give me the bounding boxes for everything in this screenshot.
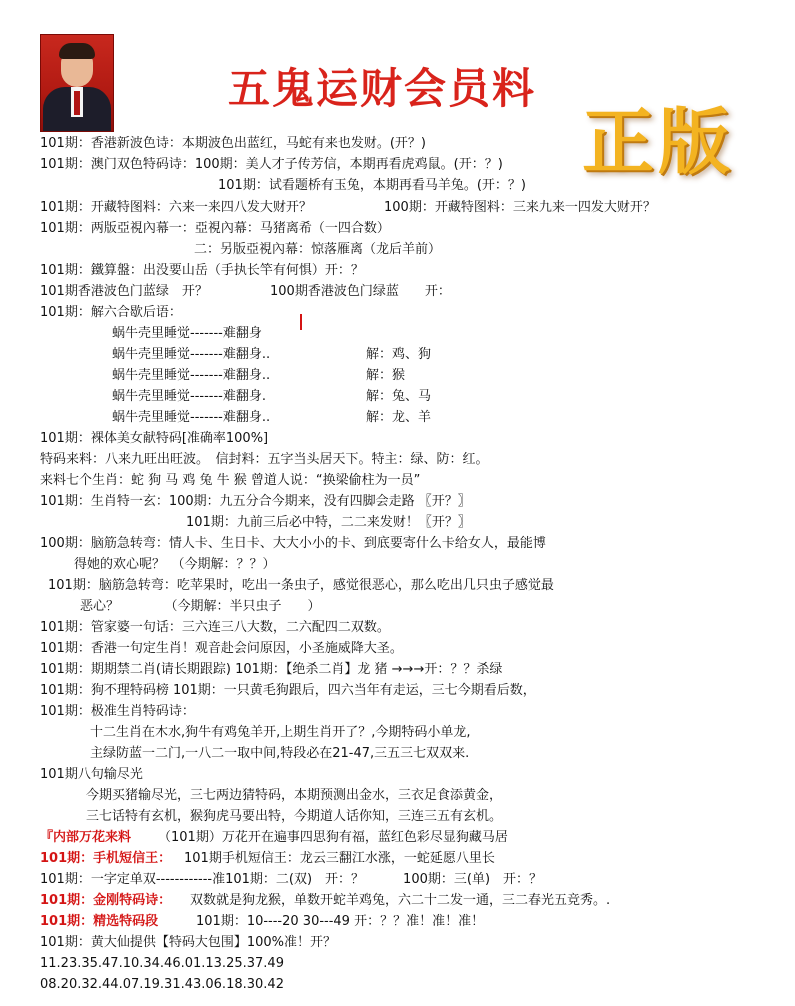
line-hk-color-door-100: 100期香港波色门绿蓝 开： xyxy=(270,284,451,299)
zhengban-stamp: 正版 xyxy=(582,99,735,184)
line-zodiac-poem-1: 十二生肖在木水,狗牛有鸡兔羊开,上期生肖开了？,今期特码小单龙, xyxy=(90,725,471,740)
line-brain-teaser-100-b: 得她的欢心呢？ （今期解：？？） xyxy=(74,557,276,572)
label-internal-wanhua: 『内部万花来料 xyxy=(40,830,132,845)
line-eight-sentences: 101期八句输尽光 xyxy=(40,767,143,782)
label-select-range: 101期：精选特码段 xyxy=(40,914,159,929)
line-goubuli: 101期：狗不理特码榜 101期：一只黄毛狗跟后，四六当年有走运，三七今期看后数， xyxy=(40,683,536,698)
line-zodiac-poem-2: 主绿防蓝一二门,一八二一取中间,特段必在21-47,三五三七双双来. xyxy=(90,746,470,761)
line-atv-inside-2: 二：另版亞視內幕：惊落雁离（龙后羊前） xyxy=(194,242,442,257)
riddle-question: 蜗牛壳里睡觉-------难翻身 xyxy=(112,326,262,341)
line-kingkong-poem: 双数就是狗龙猴，单数开蛇羊鸡兔，六二十二发一通，三二春光五竞秀。. xyxy=(190,893,611,908)
line-nude-beauty: 101期：裸体美女献特码[准确率100%] xyxy=(40,431,269,446)
line-abacus: 101期：鐵算盤：出没要山岳（手执长竿有何惧）开：？ xyxy=(40,263,364,278)
line-kaicang-100: 100期：开藏特图料：三来九来一四发大财开？ xyxy=(384,200,656,215)
line-select-range: 101期：10----20 30---49 开：？？准！准！准！ xyxy=(196,914,485,929)
number-list-2: 08.20.32.44.07.19.31.43.06.18.30.42 xyxy=(40,977,284,992)
line-riddle-heading: 101期：解六合歇后语： xyxy=(40,305,182,320)
line-zodiac-xuan: 101期：生肖特一玄：100期：九五分合今期来，没有四脚会走路 〖开？〗 xyxy=(40,494,471,509)
line-kaicang-101: 101期：开藏特图料：六来一来四八发大财开？ xyxy=(40,200,312,215)
line-zodiac-poem-heading: 101期：极准生肖特码诗： xyxy=(40,704,195,719)
line-special-material: 特码来料：八来九旺出旺波。 信封料：五字当头居天下。特主：绿、防：红。 xyxy=(40,452,489,467)
line-huang-daxian: 101期：黄大仙提供【特码大包围】100%准！开？ xyxy=(40,935,336,950)
line-zodiac-xuan-2: 101期：九前三后必中特，二二来发财！〖开？〗 xyxy=(186,515,471,530)
line-eight-sentences-1: 今期买猪输尽光，三七两边猜特码，本期预测出金水，三衣足食添黄金， xyxy=(86,788,503,803)
line-sms-king: 101期手机短信王：龙云三翻江水涨，一蛇延愿八里长 xyxy=(184,851,495,866)
line-macau-poem-2: 101期：试看题桥有玉兔，本期再看马羊兔。(开：？) xyxy=(218,178,526,193)
line-hk-color-door-101: 101期香港波色门蓝绿 开？ xyxy=(40,284,208,299)
line-atv-inside-1: 101期：两版亞視內幕一：亞視內幕：马猪离希（一四合数） xyxy=(40,221,390,236)
riddle-answer: 解：鸡、狗 xyxy=(366,347,432,362)
line-banned-zodiacs: 101期：期期禁二肖(请长期跟踪) 101期：【绝杀二肖】龙 猪 →→→开：？？杀绿 xyxy=(40,662,503,677)
line-brain-teaser-101-b: 恶心？ （今期解：半只虫子 ） xyxy=(80,599,321,614)
riddle-question: 蜗牛壳里睡觉-------难翻身. xyxy=(112,389,266,404)
red-cursor-mark xyxy=(300,314,302,330)
riddle-answer: 解：猴 xyxy=(366,368,406,383)
riddle-question: 蜗牛壳里睡觉-------难翻身.. xyxy=(112,368,271,383)
riddle-question: 蜗牛壳里睡觉-------难翻身.. xyxy=(112,347,271,362)
riddle-answer: 解：龙、羊 xyxy=(366,410,432,425)
line-housekeeper: 101期：管家婆一句话：三六连三八大数，二六配四二双数。 xyxy=(40,620,390,635)
line-brain-teaser-101: 101期：脑筋急转弯：吃苹果时，吃出一条虫子，感觉很恶心，那么吃出几只虫子感觉最 xyxy=(48,578,554,593)
portrait-photo xyxy=(40,34,114,132)
line-eight-sentences-2: 三七话特有玄机，猴狗虎马要出特，今期道人话你知，三连三五有玄机。 xyxy=(86,809,503,824)
line-brain-teaser-100: 100期：脑筋急转弯：情人卡、生日卡、大大小小的卡、到底要寄什么卡给女人，最能博 xyxy=(40,536,546,551)
page-title: 五鬼运财会员料 xyxy=(228,64,537,113)
label-sms-king: 101期：手机短信王： xyxy=(40,851,172,866)
line-seven-zodiacs: 来料七个生肖：蛇 狗 马 鸡 兔 牛 猴 曾道人说：“换梁偷柱为一员” xyxy=(40,473,421,488)
riddle-answer: 解：兔、马 xyxy=(366,389,432,404)
line-hk-color-poem: 101期：香港新波色诗：本期波色出蓝红，马蛇有来也发财。(开？) xyxy=(40,136,426,151)
number-list-1: 11.23.35.47.10.34.46.01.13.25.37.49 xyxy=(40,956,284,971)
line-odd-even: 101期：一字定单双------------准101期：二(双) 开：？ 100期：三(单) 开：？ xyxy=(40,872,543,887)
label-kingkong-poem: 101期：金刚特码诗： xyxy=(40,893,172,908)
line-hk-one-sentence: 101期：香港一句定生肖！观音赴会问原因，小圣施威降大圣。 xyxy=(40,641,403,656)
riddle-question: 蜗牛壳里睡觉-------难翻身.. xyxy=(112,410,271,425)
line-internal-wanhua: （101期）万花开在遍事四思狗有福，蓝红色彩尽显狗藏马居 xyxy=(158,830,508,845)
line-macau-poem: 101期：澳门双色特码诗：100期：美人才子传芳信，本期再看虎鸡鼠。(开：？) xyxy=(40,157,503,172)
